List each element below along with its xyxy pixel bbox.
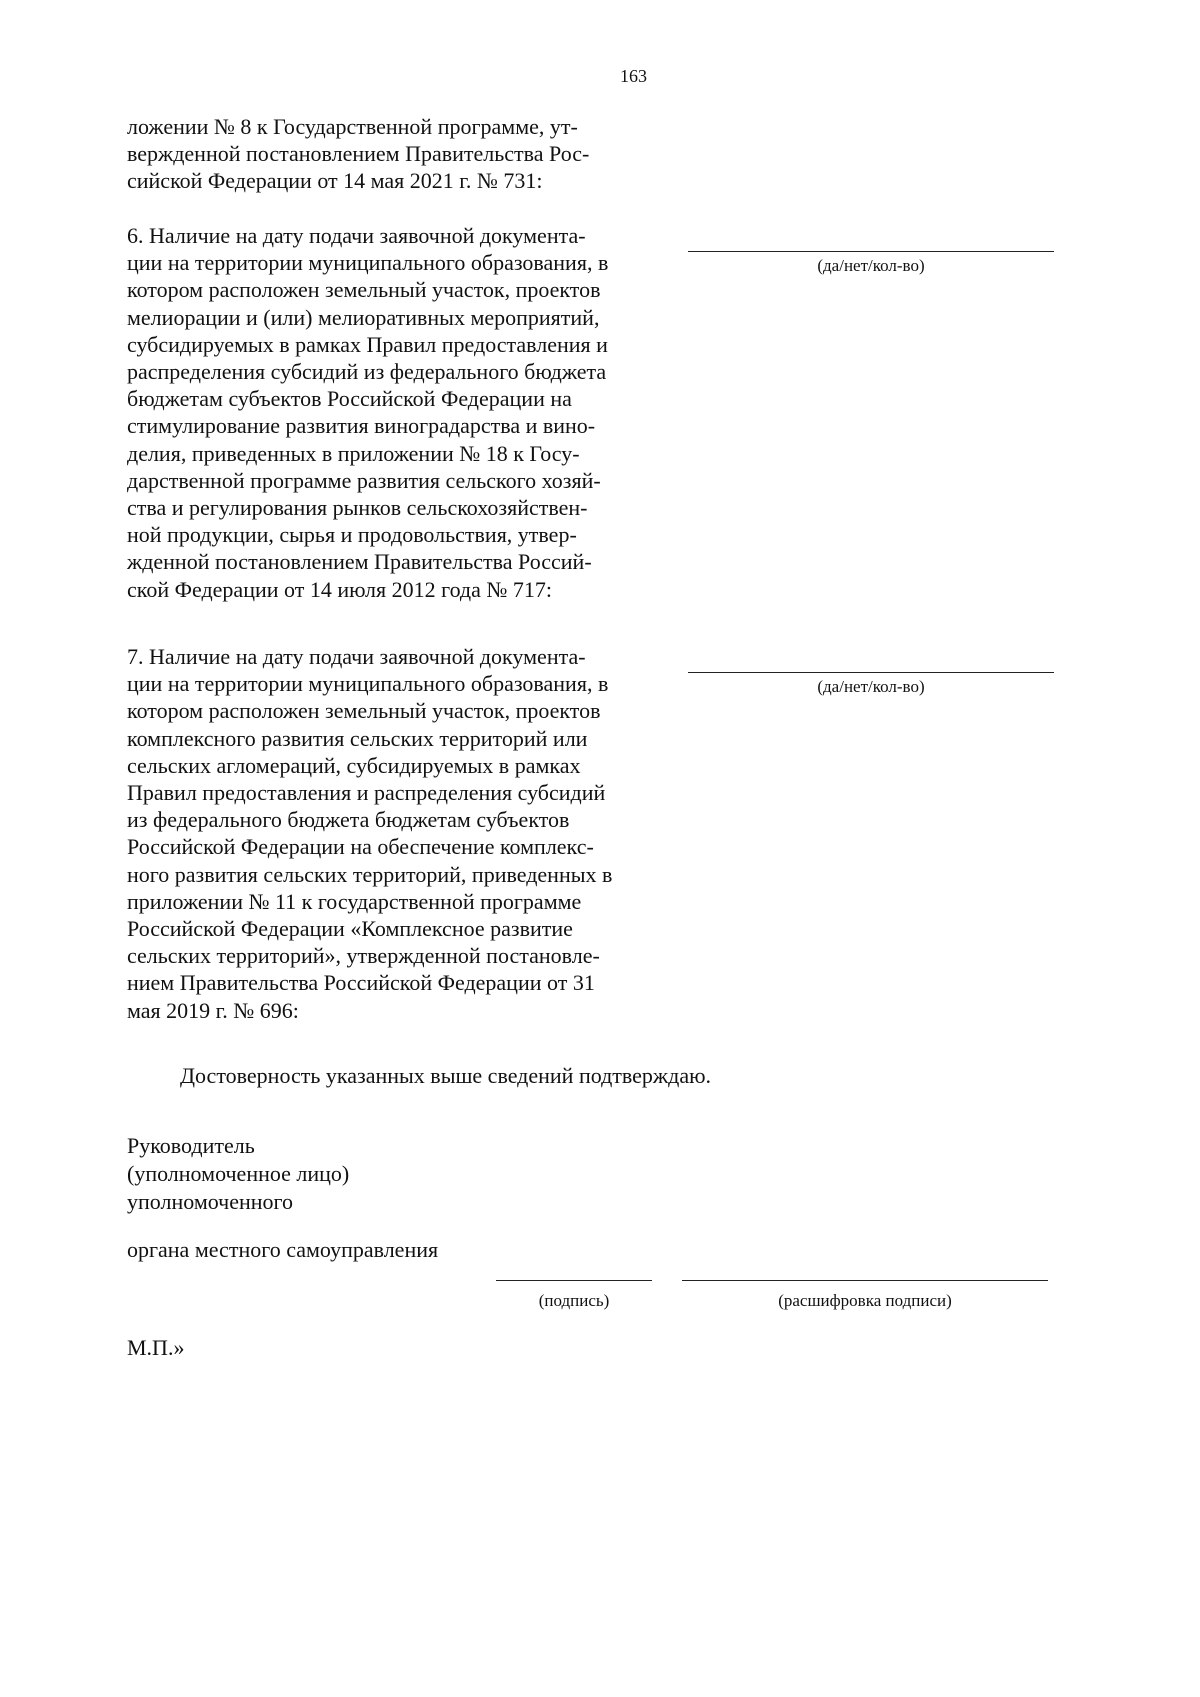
item-6-answer-caption: (да/нет/кол-во)	[817, 256, 925, 275]
item-6-text: 6. Наличие на дату подачи заявочной документа- ции на территории муниципального образования, в котором расположен земельный участок, проектов мелиорации и (или) мелиоративных мероприятий, субсидируемых в рамках Правил предоставления и распределения субсидий из федерального бюджета бюджетам субъектов Российской Федерации на стимулирование развития виноградарства и вино- делия, приведенных в приложении № 18 к Госу- дарственной программе развития сельского хозяй- ства и регулирования рынков сельскохозяйствен- ной продукции, сырья и продовольствия, утвер- жденной постановлением Правительства Россий- ской Федерации от 14 июля 2012 года № 717:	[127, 223, 609, 602]
intro-text: ложении № 8 к Государственной программе, ут- вержденной постановлением Правительства Рос- сийской Федерации от 14 мая 2021 г. № 731:	[127, 114, 590, 194]
signatory-line-3: уполномоченного	[127, 1189, 294, 1214]
confirmation-text: Достоверность указанных выше сведений подтверждаю.	[180, 1063, 712, 1088]
signature-line	[496, 1280, 652, 1281]
page-number: 163	[620, 66, 647, 86]
signatory-line-1: Руководитель	[127, 1133, 255, 1158]
item-7-answer-caption: (да/нет/кол-во)	[817, 677, 925, 696]
decoding-line	[682, 1280, 1048, 1281]
item-7-text: 7. Наличие на дату подачи заявочной документа- ции на территории муниципального образования, в котором расположен земельный участок, проектов комплексного развития сельских территорий или сельских агломераций, субсидируемых в рамках Правил предоставления и распределения субсидий из федерального бюджета бюджетам субъектов Российской Федерации на обеспечение комплекс- ного развития сельских территорий, приведенных в приложении № 11 к государственной программе Российской Федерации «Комплексное развитие сельских территорий», утвержденной постановле- нием Правительства Российской Федерации от 31 мая 2019 г. № 696:	[127, 644, 613, 1023]
stamp-mark: М.П.»	[127, 1335, 185, 1360]
signatory-title	[127, 1132, 349, 1216]
item-6-answer-line	[688, 251, 1054, 252]
signature-caption: (подпись)	[538, 1291, 610, 1310]
item-7-answer-line	[688, 672, 1054, 673]
signatory-line-2: (уполномоченное лицо)	[127, 1161, 350, 1186]
signatory-org-line: органа местного самоуправления	[127, 1237, 439, 1262]
decoding-caption: (расшифровка подписи)	[778, 1291, 952, 1310]
